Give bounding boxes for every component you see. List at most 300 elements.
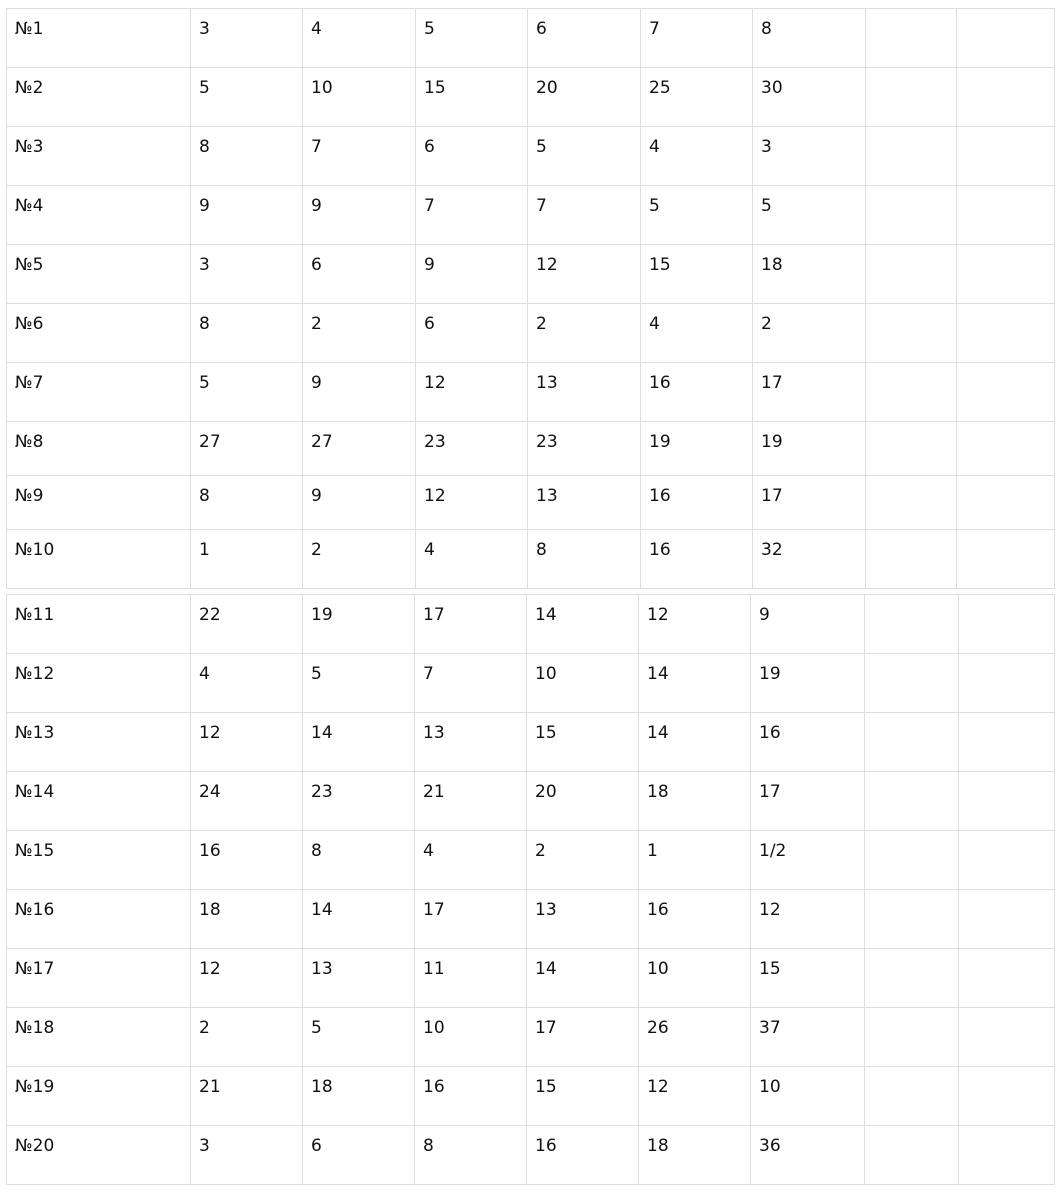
value-cell[interactable] [415, 772, 527, 831]
empty-cell[interactable] [957, 363, 1055, 422]
value-cell[interactable] [527, 595, 639, 654]
value-cell[interactable] [415, 890, 527, 949]
empty-cell[interactable] [959, 890, 1055, 949]
value-cell[interactable] [303, 890, 415, 949]
value-cell[interactable] [416, 68, 528, 127]
value-cell-text: 7 [423, 664, 434, 684]
value-cell[interactable] [751, 1126, 865, 1185]
value-cell[interactable] [641, 68, 753, 127]
empty-cell[interactable] [865, 1067, 959, 1126]
value-cell-text: 32 [761, 540, 783, 560]
value-cell-text: 2 [536, 314, 547, 334]
value-cell-text: 12 [199, 723, 221, 743]
value-cell[interactable] [303, 127, 416, 186]
value-cell[interactable] [303, 772, 415, 831]
value-cell-text: 17 [423, 900, 445, 920]
empty-cell[interactable] [959, 1067, 1055, 1126]
value-cell-text: 4 [424, 540, 435, 560]
value-cell[interactable] [191, 949, 303, 1008]
value-cell[interactable] [191, 422, 303, 476]
value-cell[interactable] [639, 772, 751, 831]
sequence-table-top [6, 8, 1054, 592]
value-cell[interactable] [641, 245, 753, 304]
value-cell[interactable] [753, 304, 866, 363]
value-cell[interactable] [641, 186, 753, 245]
empty-cell[interactable] [865, 654, 959, 713]
value-cell-text: 18 [647, 1136, 669, 1156]
row-label-cell[interactable] [7, 68, 191, 127]
value-cell[interactable] [641, 422, 753, 476]
row-label-cell-text: №4 [15, 196, 44, 216]
value-cell-text: 6 [536, 19, 547, 39]
empty-cell[interactable] [959, 713, 1055, 772]
value-cell-text: 9 [424, 255, 435, 275]
table-row [7, 530, 1055, 589]
empty-cell[interactable] [959, 949, 1055, 1008]
value-cell[interactable] [528, 68, 641, 127]
row-label-cell[interactable] [7, 186, 191, 245]
value-cell-text: 15 [649, 255, 671, 275]
value-cell-text: 16 [649, 486, 671, 506]
value-cell-text: 12 [536, 255, 558, 275]
value-cell[interactable] [191, 1008, 303, 1067]
value-cell-text: 3 [199, 255, 210, 275]
table-row [7, 422, 1055, 476]
empty-cell[interactable] [866, 186, 957, 245]
value-cell[interactable] [527, 1008, 639, 1067]
row-label-cell-text: №5 [15, 255, 44, 275]
value-cell[interactable] [191, 713, 303, 772]
value-cell[interactable] [303, 831, 415, 890]
value-cell[interactable] [639, 713, 751, 772]
row-label-cell-text: №13 [15, 723, 55, 743]
value-cell-text: 13 [535, 900, 557, 920]
empty-cell[interactable] [957, 68, 1055, 127]
value-cell[interactable] [416, 363, 528, 422]
value-cell-text: 23 [536, 432, 558, 452]
value-cell[interactable] [639, 890, 751, 949]
row-label-cell[interactable] [7, 422, 191, 476]
empty-cell[interactable] [865, 772, 959, 831]
value-cell-text: 4 [311, 19, 322, 39]
row-label-cell[interactable] [7, 127, 191, 186]
table-row [7, 304, 1055, 363]
value-cell-text: 15 [424, 78, 446, 98]
value-cell[interactable] [416, 9, 528, 68]
empty-cell[interactable] [957, 422, 1055, 476]
empty-cell[interactable] [957, 9, 1055, 68]
value-cell-text: 23 [424, 432, 446, 452]
value-cell[interactable] [191, 530, 303, 589]
empty-cell[interactable] [866, 530, 957, 589]
value-cell-text: 5 [199, 373, 210, 393]
value-cell[interactable] [303, 1067, 415, 1126]
value-cell[interactable] [641, 9, 753, 68]
value-cell[interactable] [415, 654, 527, 713]
value-cell-text: 7 [311, 137, 322, 157]
value-cell[interactable] [641, 127, 753, 186]
value-cell-text: 7 [536, 196, 547, 216]
value-cell[interactable] [303, 1126, 415, 1185]
empty-cell[interactable] [957, 530, 1055, 589]
value-cell[interactable] [753, 363, 866, 422]
value-cell[interactable] [191, 890, 303, 949]
empty-cell[interactable] [959, 1008, 1055, 1067]
value-cell-text: 2 [311, 540, 322, 560]
value-cell[interactable] [191, 1126, 303, 1185]
value-cell[interactable] [639, 831, 751, 890]
value-cell[interactable] [303, 949, 415, 1008]
row-label-cell[interactable] [7, 713, 191, 772]
value-cell-text: 5 [424, 19, 435, 39]
empty-cell[interactable] [865, 1008, 959, 1067]
value-cell-text: 5 [311, 1018, 322, 1038]
value-cell[interactable] [191, 363, 303, 422]
value-cell-text: 16 [647, 900, 669, 920]
value-cell-text: 14 [647, 664, 669, 684]
row-label-cell-text: №18 [15, 1018, 55, 1038]
value-cell-text: 15 [535, 723, 557, 743]
value-cell[interactable] [303, 68, 416, 127]
row-label-cell[interactable] [7, 1067, 191, 1126]
value-cell[interactable] [303, 422, 416, 476]
value-cell[interactable] [753, 127, 866, 186]
empty-cell[interactable] [866, 127, 957, 186]
empty-cell[interactable] [957, 245, 1055, 304]
empty-cell[interactable] [957, 476, 1055, 530]
value-cell[interactable] [191, 9, 303, 68]
value-cell[interactable] [527, 1126, 639, 1185]
value-cell[interactable] [416, 476, 528, 530]
table-row [7, 476, 1055, 530]
value-cell[interactable] [527, 713, 639, 772]
value-cell-text: 2 [535, 841, 546, 861]
value-cell-text: 22 [199, 605, 221, 625]
empty-cell[interactable] [959, 1126, 1055, 1185]
value-cell-text: 10 [535, 664, 557, 684]
empty-cell[interactable] [959, 654, 1055, 713]
value-cell-text: 16 [423, 1077, 445, 1097]
empty-cell[interactable] [866, 68, 957, 127]
value-cell-text: 11 [423, 959, 445, 979]
value-cell-text: 12 [647, 605, 669, 625]
table-row [7, 890, 1055, 949]
value-cell[interactable] [416, 245, 528, 304]
empty-cell[interactable] [865, 831, 959, 890]
value-cell-text: 15 [535, 1077, 557, 1097]
empty-cell[interactable] [865, 595, 959, 654]
value-cell-text: 3 [199, 19, 210, 39]
value-cell-text: 25 [649, 78, 671, 98]
table-row [7, 1008, 1055, 1067]
value-cell[interactable] [753, 68, 866, 127]
value-cell[interactable] [641, 530, 753, 589]
value-cell[interactable] [528, 363, 641, 422]
value-cell[interactable] [191, 831, 303, 890]
value-cell-text: 9 [311, 196, 322, 216]
value-cell[interactable] [753, 476, 866, 530]
value-cell[interactable] [753, 422, 866, 476]
empty-cell[interactable] [865, 890, 959, 949]
value-cell[interactable] [528, 9, 641, 68]
row-label-cell-text: №7 [15, 373, 44, 393]
table-row [7, 772, 1055, 831]
empty-cell[interactable] [866, 245, 957, 304]
value-cell[interactable] [191, 595, 303, 654]
value-cell[interactable] [303, 363, 416, 422]
value-cell[interactable] [416, 304, 528, 363]
value-cell-text: 2 [761, 314, 772, 334]
value-cell[interactable] [528, 127, 641, 186]
value-cell[interactable] [639, 1008, 751, 1067]
value-cell[interactable] [527, 831, 639, 890]
value-cell-text: 37 [759, 1018, 781, 1038]
value-cell-text: 8 [311, 841, 322, 861]
empty-cell[interactable] [866, 476, 957, 530]
value-cell[interactable] [751, 654, 865, 713]
table-row [7, 9, 1055, 68]
value-cell-text: 12 [424, 373, 446, 393]
row-label-cell[interactable] [7, 476, 191, 530]
value-cell[interactable] [527, 1067, 639, 1126]
value-cell[interactable] [416, 422, 528, 476]
value-cell[interactable] [415, 595, 527, 654]
row-label-cell-text: №3 [15, 137, 44, 157]
value-cell-text: 21 [423, 782, 445, 802]
value-cell[interactable] [415, 1067, 527, 1126]
value-cell[interactable] [528, 530, 641, 589]
value-cell[interactable] [751, 1067, 865, 1126]
value-cell-text: 16 [649, 540, 671, 560]
row-label-cell-text: №10 [15, 540, 55, 560]
value-cell[interactable] [528, 476, 641, 530]
row-label-cell[interactable] [7, 530, 191, 589]
empty-cell[interactable] [865, 1126, 959, 1185]
value-cell[interactable] [527, 890, 639, 949]
value-cell-text: 20 [535, 782, 557, 802]
value-cell-text: 12 [647, 1077, 669, 1097]
value-cell[interactable] [303, 1008, 415, 1067]
row-label-cell-text: №16 [15, 900, 55, 920]
table-row [7, 595, 1055, 654]
value-cell-text: 16 [199, 841, 221, 861]
value-cell[interactable] [416, 186, 528, 245]
value-cell-text: 4 [649, 314, 660, 334]
row-label-cell[interactable] [7, 595, 191, 654]
value-cell-text: 5 [761, 196, 772, 216]
value-cell-text: 6 [424, 314, 435, 334]
value-cell-text: 19 [761, 432, 783, 452]
empty-cell[interactable] [866, 363, 957, 422]
value-cell-text: 5 [199, 78, 210, 98]
value-cell[interactable] [191, 772, 303, 831]
empty-cell[interactable] [865, 949, 959, 1008]
value-cell-text: 18 [761, 255, 783, 275]
value-cell[interactable] [303, 713, 415, 772]
value-cell-text: 13 [536, 486, 558, 506]
row-label-cell[interactable] [7, 363, 191, 422]
value-cell[interactable] [303, 595, 415, 654]
value-cell[interactable] [751, 713, 865, 772]
table-row [7, 831, 1055, 890]
value-cell-text: 1/2 [759, 841, 787, 861]
value-cell[interactable] [751, 772, 865, 831]
row-label-cell[interactable] [7, 1126, 191, 1185]
value-cell[interactable] [751, 890, 865, 949]
empty-cell[interactable] [866, 304, 957, 363]
value-cell-text: 8 [199, 314, 210, 334]
empty-cell[interactable] [959, 595, 1055, 654]
table-row [7, 949, 1055, 1008]
value-cell-text: 19 [311, 605, 333, 625]
value-cell[interactable] [751, 595, 865, 654]
value-cell-text: 26 [647, 1018, 669, 1038]
value-cell[interactable] [191, 304, 303, 363]
value-cell-text: 8 [423, 1136, 434, 1156]
empty-cell[interactable] [959, 772, 1055, 831]
value-cell[interactable] [751, 831, 865, 890]
value-cell[interactable] [639, 1067, 751, 1126]
value-cell[interactable] [303, 186, 416, 245]
table-row [7, 1067, 1055, 1126]
value-cell[interactable] [415, 831, 527, 890]
value-cell-text: 15 [759, 959, 781, 979]
value-cell-text: 27 [311, 432, 333, 452]
value-cell-text: 16 [649, 373, 671, 393]
value-cell[interactable] [303, 530, 416, 589]
row-label-cell[interactable] [7, 654, 191, 713]
value-cell[interactable] [751, 949, 865, 1008]
empty-cell[interactable] [959, 831, 1055, 890]
table-row [7, 713, 1055, 772]
empty-cell[interactable] [866, 9, 957, 68]
value-cell-text: 17 [423, 605, 445, 625]
value-cell[interactable] [415, 1126, 527, 1185]
value-cell[interactable] [528, 245, 641, 304]
value-cell-text: 12 [759, 900, 781, 920]
empty-cell[interactable] [957, 186, 1055, 245]
value-cell[interactable] [527, 949, 639, 1008]
value-cell[interactable] [753, 186, 866, 245]
sequence-table [6, 8, 1055, 589]
value-cell[interactable] [639, 1126, 751, 1185]
value-cell[interactable] [415, 1008, 527, 1067]
value-cell-text: 5 [649, 196, 660, 216]
value-cell[interactable] [528, 186, 641, 245]
row-label-cell-text: №15 [15, 841, 55, 861]
empty-cell[interactable] [957, 304, 1055, 363]
value-cell-text: 16 [759, 723, 781, 743]
value-cell-text: 18 [647, 782, 669, 802]
value-cell-text: 18 [311, 1077, 333, 1097]
row-label-cell-text: №8 [15, 432, 44, 452]
row-label-cell[interactable] [7, 890, 191, 949]
value-cell[interactable] [303, 476, 416, 530]
value-cell[interactable] [641, 363, 753, 422]
row-label-cell[interactable] [7, 949, 191, 1008]
row-label-cell-text: №19 [15, 1077, 55, 1097]
value-cell[interactable] [191, 127, 303, 186]
value-cell[interactable] [191, 476, 303, 530]
value-cell-text: 4 [423, 841, 434, 861]
value-cell[interactable] [303, 9, 416, 68]
row-label-cell-text: №1 [15, 19, 44, 39]
value-cell-text: 8 [199, 486, 210, 506]
value-cell-text: 36 [759, 1136, 781, 1156]
value-cell-text: 9 [759, 605, 770, 625]
empty-cell[interactable] [866, 422, 957, 476]
value-cell[interactable] [751, 1008, 865, 1067]
value-cell-text: 20 [536, 78, 558, 98]
row-label-cell[interactable] [7, 9, 191, 68]
row-label-cell-text: №17 [15, 959, 55, 979]
value-cell[interactable] [303, 245, 416, 304]
value-cell-text: 3 [199, 1136, 210, 1156]
value-cell[interactable] [639, 654, 751, 713]
empty-cell[interactable] [865, 713, 959, 772]
value-cell-text: 17 [535, 1018, 557, 1038]
value-cell-text: 6 [424, 137, 435, 157]
table-row [7, 245, 1055, 304]
row-label-cell[interactable] [7, 1008, 191, 1067]
value-cell[interactable] [303, 304, 416, 363]
value-cell-text: 18 [199, 900, 221, 920]
value-cell[interactable] [191, 1067, 303, 1126]
empty-cell[interactable] [957, 127, 1055, 186]
value-cell-text: 7 [649, 19, 660, 39]
value-cell[interactable] [528, 304, 641, 363]
row-label-cell[interactable] [7, 772, 191, 831]
value-cell[interactable] [191, 654, 303, 713]
value-cell-text: 9 [311, 373, 322, 393]
value-cell[interactable] [191, 68, 303, 127]
value-cell[interactable] [415, 949, 527, 1008]
value-cell-text: 1 [647, 841, 658, 861]
value-cell-text: 4 [199, 664, 210, 684]
value-cell[interactable] [303, 654, 415, 713]
row-label-cell[interactable] [7, 304, 191, 363]
value-cell[interactable] [415, 713, 527, 772]
row-label-cell-text: №11 [15, 605, 55, 625]
value-cell[interactable] [416, 127, 528, 186]
value-cell[interactable] [753, 530, 866, 589]
value-cell[interactable] [641, 304, 753, 363]
value-cell-text: 13 [311, 959, 333, 979]
value-cell-text: 10 [311, 78, 333, 98]
value-cell[interactable] [416, 530, 528, 589]
value-cell[interactable] [527, 772, 639, 831]
table-row [7, 68, 1055, 127]
table-row [7, 1126, 1055, 1185]
value-cell[interactable] [641, 476, 753, 530]
value-cell[interactable] [191, 245, 303, 304]
row-label-cell[interactable] [7, 831, 191, 890]
value-cell-text: 14 [535, 959, 557, 979]
row-label-cell[interactable] [7, 245, 191, 304]
value-cell-text: 30 [761, 78, 783, 98]
row-label-cell-text: №2 [15, 78, 44, 98]
value-cell-text: 14 [311, 723, 333, 743]
value-cell[interactable] [528, 422, 641, 476]
value-cell[interactable] [753, 9, 866, 68]
value-cell[interactable] [639, 949, 751, 1008]
row-label-cell-text: №6 [15, 314, 44, 334]
value-cell[interactable] [527, 654, 639, 713]
value-cell[interactable] [639, 595, 751, 654]
value-cell[interactable] [191, 186, 303, 245]
value-cell[interactable] [753, 245, 866, 304]
value-cell-text: 3 [761, 137, 772, 157]
